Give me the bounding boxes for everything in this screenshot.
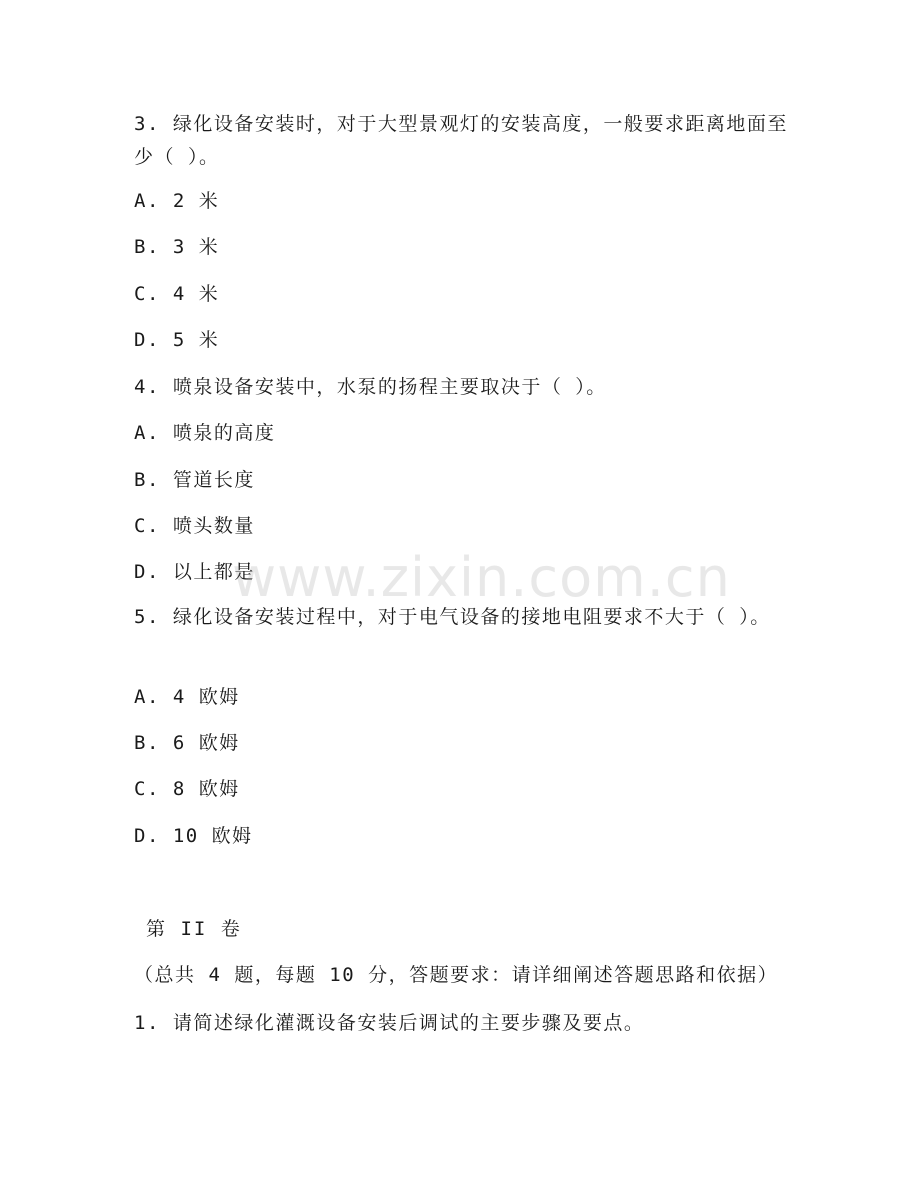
question-3-stem: 3. 绿化设备安装时，对于大型景观灯的安装高度，一般要求距离地面至少（ ）。 (134, 113, 788, 168)
question-5-option-a: A. 4 欧姆 (134, 686, 240, 708)
question-5-stem: 5. 绿化设备安装过程中，对于电气设备的接地电阻要求不大于（ ）。 (134, 606, 771, 628)
question-3-option-c: C. 4 米 (134, 283, 220, 305)
question-4-stem: 4. 喷泉设备安装中，水泵的扬程主要取决于（ ）。 (134, 376, 607, 398)
question-3-option-b: B. 3 米 (134, 236, 220, 258)
question-3-option-d: D. 5 米 (134, 329, 220, 351)
question-5-option-d: D. 10 欧姆 (134, 825, 253, 847)
question-5-option-b: B. 6 欧姆 (134, 732, 240, 754)
part-2-note: （总共 4 题，每题 10 分，答题要求：请详细阐述答题思路和依据） (134, 964, 779, 986)
watermark: www.zixin.com.cn (232, 546, 731, 609)
question-4-option-c: C. 喷头数量 (134, 515, 255, 537)
question-5-option-c: C. 8 欧姆 (134, 778, 240, 800)
question-3-option-a: A. 2 米 (134, 190, 220, 212)
part-2-title: 第 II 卷 (146, 918, 242, 940)
part-2-question-1: 1. 请简述绿化灌溉设备安装后调试的主要步骤及要点。 (134, 1012, 645, 1034)
question-4-option-d: D. 以上都是 (134, 561, 255, 583)
question-4-option-b: B. 管道长度 (134, 469, 255, 491)
question-4-option-a: A. 喷泉的高度 (134, 422, 276, 444)
